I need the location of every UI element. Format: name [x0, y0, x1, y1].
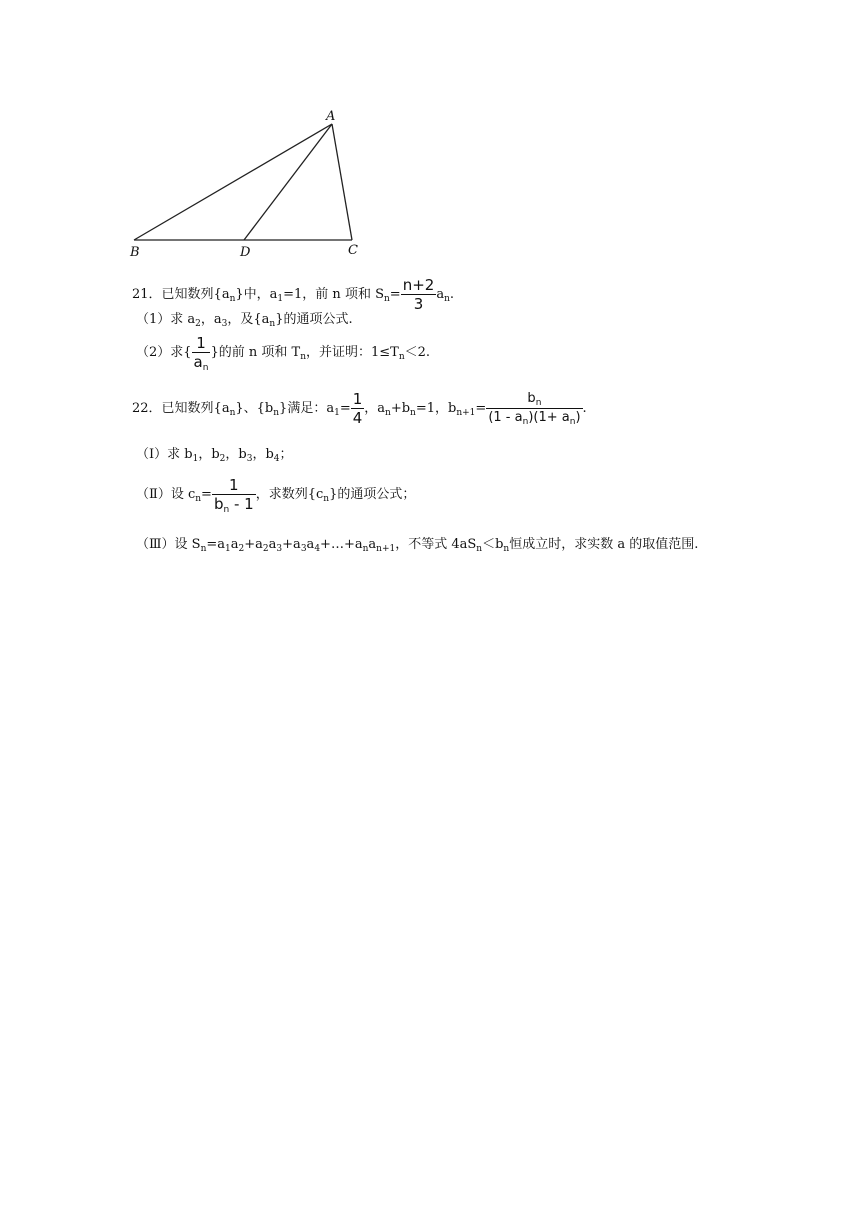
q21-number: 21．	[132, 287, 162, 302]
q21-reciprocal-fraction: $\frac{1}{a_n}$	[193, 334, 209, 373]
vertex-b-label: B	[130, 245, 140, 260]
triangle-figure	[124, 104, 374, 264]
point-d-label: D	[240, 245, 251, 260]
q21-part2: （2）求{ $\frac{1}{a_n}$ }的前 n 项和 $T_n$，并证明：$1\le T_n<2$.	[136, 334, 431, 373]
q22-stem: 22．已知数列$\{a_n\}$、$\{b_n\}$满足：$a_1=$ $\frac{1}{4}$ ，$a_n+b_n=1$，$b_{n+1}=$ $\frac{b_n}{(1 - a_n)(1+ a_n)}$ .	[132, 390, 587, 427]
q22-part2: （Ⅱ）设 $c_n=$ $\frac{1}{b_n - 1}$ ，求数列$\{c_n\}$的通项公式；	[136, 476, 416, 515]
side-ac	[332, 124, 352, 240]
q21-fraction: $\frac{n+2}{3}$	[402, 276, 435, 313]
vertex-c-label: C	[348, 243, 358, 258]
q22-number: 22．	[132, 401, 162, 416]
q22-cn-fraction: $\frac{1}{b_n - 1}$	[213, 476, 254, 515]
vertex-a-label: A	[326, 109, 336, 124]
q22-part3: （Ⅲ）设 $S_n=a_1a_2+a_2a_3+a_3a_4+\dots+a_na_{n+1}$，不等式 $4aS_n<b_n$恒成立时，求实数 a 的取值范围.	[136, 537, 699, 554]
q22-a1-fraction: $\frac{1}{4}$	[352, 390, 363, 427]
q21-stem: 21．已知数列$\{a_n\}$中，$a_1=1$，前 n 项和 $S_n=$ $\frac{n+2}{3}$ $a_n$.	[132, 276, 455, 313]
q21-part1: （1）求 $a_2$，$a_3$，及$\{a_n\}$的通项公式.	[136, 312, 353, 329]
side-ab	[134, 124, 332, 240]
q22-recurrence-fraction: $\frac{b_n}{(1 - a_n)(1+ a_n)}$	[488, 391, 581, 427]
segment-ad	[244, 124, 332, 240]
q22-part1: （Ⅰ）求 $b_1$，$b_2$，$b_3$，$b_4$；	[136, 447, 293, 464]
